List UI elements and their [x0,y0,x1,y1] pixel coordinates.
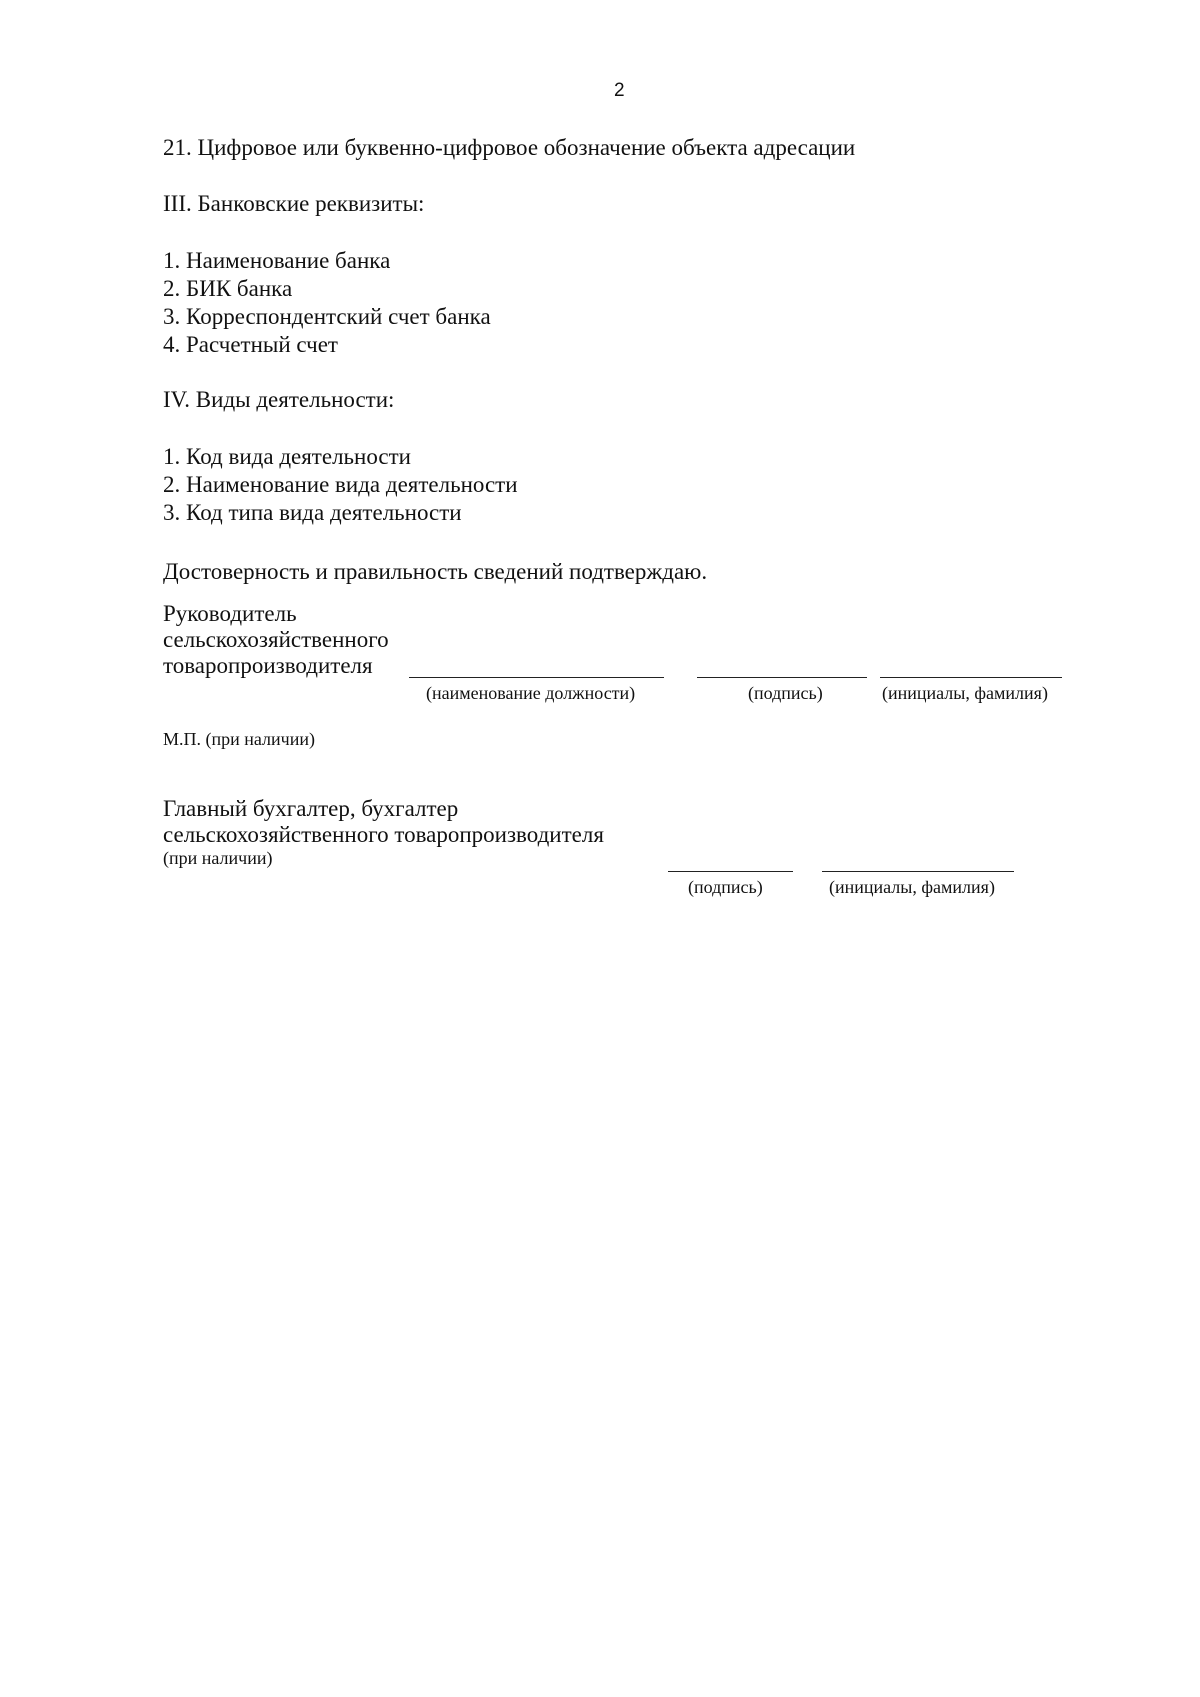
accountant-title-line: Главный бухгалтер, бухгалтер [163,796,459,821]
list-item: 4. Расчетный счет [163,332,338,357]
accountant-note: (при наличии) [163,848,273,868]
head-title [163,601,389,679]
signature-caption: (подпись) [748,683,823,703]
stamp-note: М.П. (при наличии) [163,729,315,749]
activity-section-heading: IV. Виды деятельности: [163,387,395,412]
accountant-name-caption: (инициалы, фамилия) [829,877,995,897]
head-title-line: сельскохозяйственного [163,627,389,652]
activity-list [163,443,518,527]
list-item: 1. Наименование банка [163,248,391,273]
item-21: 21. Цифровое или буквенно-цифровое обозначение объекта адресации [163,135,856,160]
list-item: 3. Корреспондентский счет банка [163,304,491,329]
list-item: 2. Наименование вида деятельности [163,472,518,497]
page-number: 2 [614,80,625,101]
head-title-line: товаропроизводителя [163,653,373,678]
bank-section-heading: III. Банковские реквизиты: [163,191,425,216]
confirmation-text: Достоверность и правильность сведений подтверждаю. [163,559,708,584]
accountant-title-line: сельскохозяйственного товаропроизводителя [163,822,604,847]
list-item: 1. Код вида деятельности [163,444,411,469]
accountant-name-line [822,871,1014,872]
position-caption: (наименование должности) [426,683,636,703]
position-signature-line [409,677,664,678]
head-title-line: Руководитель [163,601,297,626]
name-caption: (инициалы, фамилия) [882,683,1048,703]
list-item: 3. Код типа вида деятельности [163,500,462,525]
list-item: 2. БИК банка [163,276,293,301]
bank-details-list [163,247,491,359]
accountant-signature-line [668,871,793,872]
accountant-signature-caption: (подпись) [688,877,763,897]
name-signature-line [880,677,1062,678]
accountant-title [163,796,604,848]
signature-line [697,677,867,678]
